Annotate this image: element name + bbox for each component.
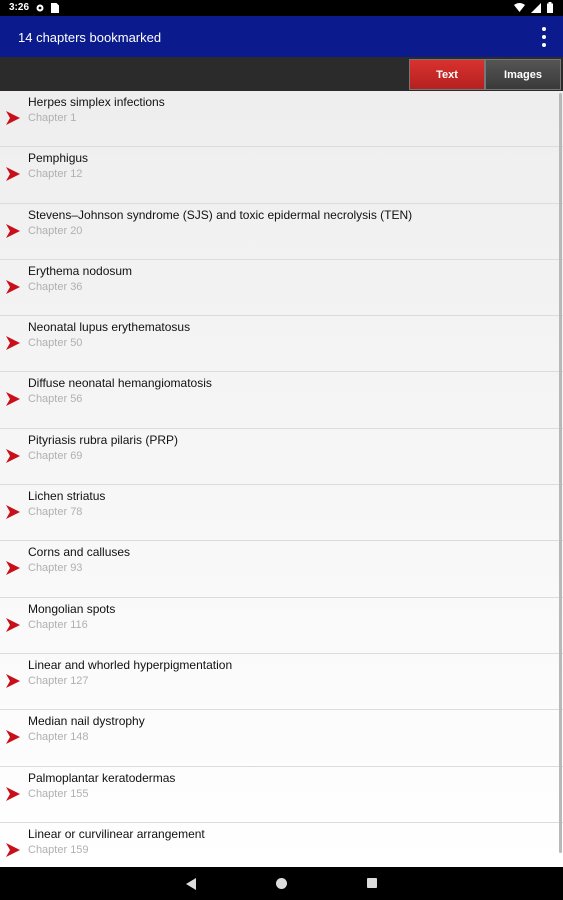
chapter-number: Chapter 50 [28, 337, 83, 350]
toolbar [0, 57, 563, 91]
chapter-title: Herpes simplex infections [28, 95, 165, 109]
list-item[interactable] [0, 147, 563, 203]
chevron-right-icon [5, 673, 21, 689]
tab-images[interactable]: Images [485, 59, 561, 90]
list-item[interactable] [0, 598, 563, 654]
home-icon[interactable] [276, 878, 287, 889]
chapter-title: Diffuse neonatal hemangiomatosis [28, 376, 212, 391]
chapter-number: Chapter 148 [28, 731, 89, 744]
chapter-number: Chapter 20 [28, 224, 83, 237]
chapter-number: Chapter 127 [28, 674, 89, 687]
chevron-right-icon [5, 223, 21, 239]
chapter-number: Chapter 116 [28, 618, 88, 631]
chapter-title: Mongolian spots [28, 601, 116, 616]
status-bar [0, 0, 563, 16]
chevron-right-icon [5, 560, 21, 576]
chapter-title: Pityriasis rubra pilaris (PRP) [28, 432, 179, 447]
chapter-title: Erythema nodosum [28, 263, 133, 278]
list-item[interactable] [0, 316, 563, 372]
chapter-title: Palmoplantar keratodermas [28, 770, 176, 785]
chapter-number: Chapter 159 [28, 843, 89, 856]
list-item[interactable] [0, 485, 563, 541]
chapter-title: Corns and calluses [28, 545, 131, 560]
chevron-right-icon [5, 729, 21, 745]
list-item[interactable] [0, 91, 563, 147]
signal-icon [531, 3, 541, 13]
chevron-right-icon [5, 842, 21, 858]
list-item[interactable] [0, 767, 563, 823]
wifi-icon [514, 3, 525, 12]
chapter-number: Chapter 78 [28, 506, 83, 519]
chapter-title: Neonatal lupus erythematosus [28, 320, 191, 335]
navigation-bar [0, 867, 563, 900]
chevron-right-icon [5, 335, 21, 351]
battery-icon [547, 2, 553, 13]
chapter-number: Chapter 69 [28, 449, 83, 462]
scrollbar[interactable] [559, 93, 562, 853]
list-item[interactable] [0, 260, 563, 316]
back-icon[interactable] [186, 878, 196, 890]
list-item[interactable] [0, 823, 563, 867]
more-vert-icon[interactable] [539, 27, 549, 47]
chapter-title: Median nail dystrophy [28, 714, 145, 729]
list-item[interactable] [0, 372, 563, 428]
chapter-number: Chapter 56 [28, 393, 83, 406]
chapter-title: Linear or curvilinear arrangement [28, 826, 205, 841]
recents-icon[interactable] [367, 878, 377, 888]
chevron-right-icon [5, 166, 21, 182]
app-bar [0, 16, 563, 57]
chevron-right-icon [5, 448, 21, 464]
tab-text[interactable]: Text [409, 59, 485, 90]
bookmark-list[interactable] [0, 91, 563, 867]
list-item[interactable] [0, 541, 563, 597]
chapter-number: Chapter 1 [28, 112, 77, 124]
list-item[interactable] [0, 654, 563, 710]
chevron-right-icon [5, 110, 21, 126]
list-item[interactable] [0, 429, 563, 485]
chapter-title: Linear and whorled hyperpigmentation [28, 657, 233, 672]
chapter-number: Chapter 155 [28, 787, 89, 800]
app-title: 14 chapters bookmarked [18, 30, 162, 45]
chevron-right-icon [5, 617, 21, 633]
chapter-title: Pemphigus [28, 151, 89, 166]
chapter-title: Stevens–Johnson syndrome (SJS) and toxic epidermal necrolysis (TEN) [28, 207, 413, 222]
chapter-number: Chapter 93 [28, 562, 83, 575]
chevron-right-icon [5, 279, 21, 295]
chevron-right-icon [5, 786, 21, 802]
list-item[interactable] [0, 204, 563, 260]
chapter-number: Chapter 36 [28, 280, 83, 293]
list-item[interactable] [0, 710, 563, 766]
chapter-number: Chapter 12 [28, 168, 83, 181]
settings-icon [35, 3, 45, 13]
chapter-title: Lichen striatus [28, 489, 106, 504]
sim-card-icon [51, 3, 59, 13]
status-time: 3:26 [9, 2, 30, 13]
chevron-right-icon [5, 391, 21, 407]
chevron-right-icon [5, 504, 21, 520]
